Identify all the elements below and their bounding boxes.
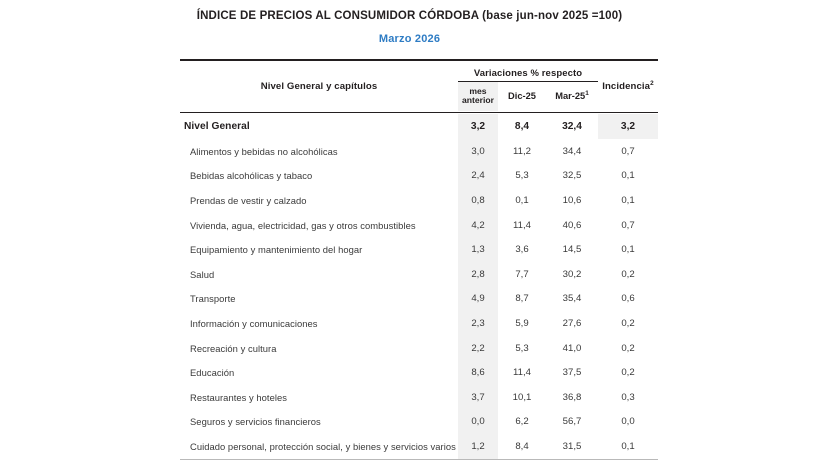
col-header-variaciones: Variaciones % respecto [473,68,583,80]
cell-mes-anterior: 2,3 [458,311,498,336]
row-label: Nivel General [184,121,250,132]
col-header-mes-anterior [458,81,498,111]
cell-incidencia: 0,1 [621,244,635,256]
cell-incidencia: 0,2 [621,342,635,354]
cell-mes-anterior: 3,7 [458,385,498,410]
cell-dic: 0,1 [515,194,529,206]
incidencia-footnote-marker: 2 [650,79,654,87]
cell-mes-anterior: 3,0 [458,139,498,164]
cell-dic: 10,1 [512,391,532,403]
cell-mar: 34,4 [562,145,582,157]
cell-mar: 32,5 [562,170,582,182]
col-header-mar-label: Mar-25 [555,91,586,102]
table-row [180,287,658,312]
cell-mes-anterior: 4,9 [458,287,498,312]
row-label: Vivienda, agua, electricidad, gas y otros combustibles [190,219,416,231]
table-row [180,262,658,287]
cell-incidencia: 0,2 [621,317,635,329]
table-header-group-row [180,61,658,81]
table-row [180,237,658,262]
row-label: Información y comunicaciones [190,317,318,329]
row-label: Seguros y servicios financieros [190,416,321,428]
row-label: Educación [190,367,235,379]
cell-incidencia: 0,1 [621,440,635,452]
cell-dic: 5,9 [515,317,529,329]
cell-incidencia: 0,7 [621,145,635,157]
table-row [180,360,658,385]
table-row [180,311,658,336]
cell-mar: 14,5 [562,244,582,256]
cell-dic: 5,3 [515,170,529,182]
row-label: Restaurantes y hoteles [190,391,287,403]
cell-incidencia: 0,7 [621,219,635,231]
cell-mar: 32,4 [562,121,582,132]
table-row [180,410,658,435]
cell-mes-anterior: 4,2 [458,213,498,238]
row-label: Equipamiento y mantenimiento del hogar [190,244,363,256]
cell-dic: 6,2 [515,416,529,428]
table-row [180,188,658,213]
cell-incidencia: 0,1 [621,170,635,182]
row-label: Prendas de vestir y calzado [190,194,307,206]
cell-mar: 41,0 [562,342,582,354]
cell-mes-anterior: 2,8 [458,262,498,287]
cell-dic: 3,6 [515,244,529,256]
cell-mar: 36,8 [562,391,582,403]
cell-incidencia: 0,0 [621,416,635,428]
cell-mar: 27,6 [562,317,582,329]
mar-footnote-marker: 1 [585,89,589,97]
col-header-dic: Dic-25 [498,81,546,111]
cell-dic: 11,2 [513,145,531,157]
cell-mar: 37,5 [562,367,582,379]
cell-mes-anterior: 1,3 [458,237,498,262]
ipc-table-container [180,58,658,461]
table-row [180,385,658,410]
cell-mar: 56,7 [562,416,582,428]
cell-mar: 35,4 [562,293,582,305]
cell-dic: 11,4 [513,367,531,379]
cell-dic: 8,4 [515,440,529,452]
col-header-incidencia-label: Incidencia [602,80,651,92]
cell-dic: 7,7 [515,268,529,280]
cell-incidencia: 0,2 [621,367,635,379]
cell-mar: 10,6 [562,194,582,206]
cell-incidencia: 3,2 [598,114,658,139]
cell-mar: 30,2 [562,268,582,280]
table-row [180,139,658,164]
cell-incidencia: 0,2 [621,268,635,280]
cell-mes-anterior: 2,2 [458,336,498,361]
cell-incidencia: 0,1 [621,194,635,206]
cell-mes-anterior: 0,0 [458,410,498,435]
cell-mar: 40,6 [562,219,582,231]
cell-incidencia: 0,3 [621,391,635,403]
row-label: Transporte [190,293,236,305]
col-header-mar [546,81,598,111]
row-label: Cuidado personal, protección social, y bienes y servicios varios [190,440,456,452]
cell-mar: 31,5 [562,440,582,452]
row-label: Bebidas alcohólicas y tabaco [190,170,313,182]
cell-incidencia: 0,6 [621,293,635,305]
cell-mes-anterior: 8,6 [458,360,498,385]
row-label: Salud [190,268,215,280]
cell-dic: 8,4 [514,121,530,132]
col-header-categories: Nivel General y capítulos [260,80,378,92]
table-row [180,164,658,189]
page-subtitle: Marzo 2026 [378,33,441,45]
ipc-table [180,58,658,461]
table-row [180,434,658,459]
col-header-incidencia [598,61,658,111]
col-header-mes-line2: anterior [462,95,494,106]
row-label: Recreación y cultura [190,342,277,354]
table-row [180,213,658,238]
row-label: Alimentos y bebidas no alcohólicas [190,145,338,157]
cell-mes-anterior: 2,4 [458,164,498,189]
page-title: ÍNDICE DE PRECIOS AL CONSUMIDOR CÓRDOBA (base jun-nov 2025 =100) [196,10,623,22]
cell-mes-anterior: 0,8 [458,188,498,213]
cell-mes-anterior: 3,2 [458,114,498,139]
cell-dic: 11,4 [513,219,531,231]
cell-dic: 8,7 [515,293,529,305]
cell-mes-anterior: 1,2 [458,434,498,459]
table-row [180,336,658,361]
table-row-total [180,114,658,139]
col-header-mes-line1: mes [469,85,487,96]
cell-dic: 5,3 [515,342,529,354]
